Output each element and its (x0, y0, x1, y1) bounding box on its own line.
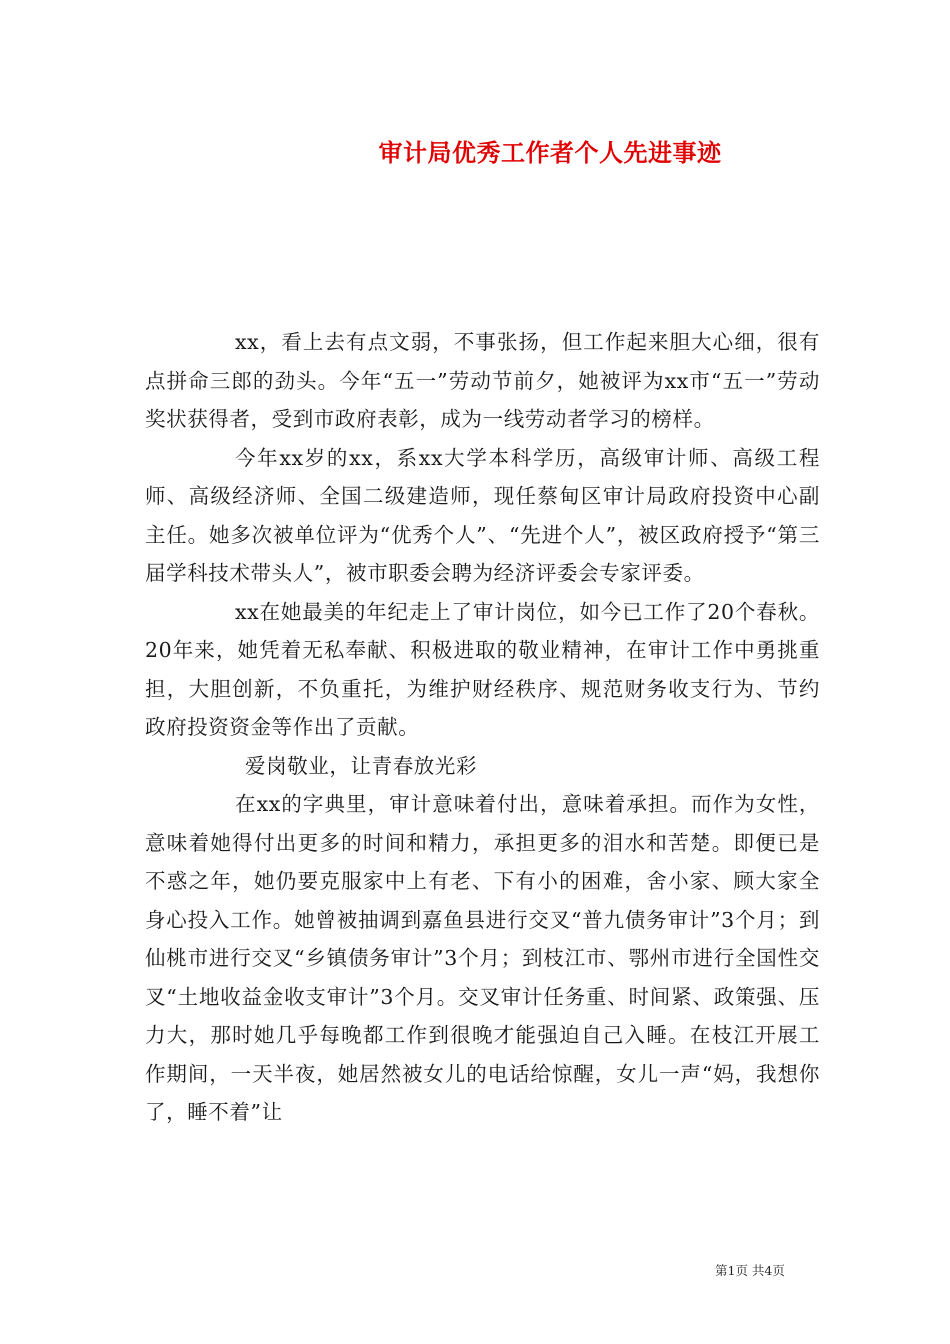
page-number-footer: 第1页 共4页 (715, 1263, 785, 1278)
document-title: 审计局优秀工作者个人先进事迹 (378, 138, 722, 167)
section-heading: 爱岗敬业，让青春放光彩 (245, 753, 478, 778)
paragraph-career: xx在她最美的年纪走上了审计岗位，如今已工作了20个春秋。20年来，她凭着无私奉献、积极进取的敬业精神，在审计工作中勇挑重担，大胆创新，不负重托，为维护财经秩序、规范财务收支行为、节约政府投资资金等作出了贡献。 (145, 599, 820, 739)
paragraph-intro: xx，看上去有点文弱，不事张扬，但工作起来胆大心细，很有点拼命三郎的劲头。今年“五一”劳动节前夕，她被评为xx市“五一”劳动奖状获得者，受到市政府表彰，成为一线劳动者学习的榜样。 (145, 330, 820, 431)
document-body (145, 323, 820, 1132)
paragraph-profile: 今年xx岁的xx，系xx大学本科学历，高级审计师、高级工程师、高级经济师、全国二级建造师，现任蔡甸区审计局政府投资中心副主任。她多次被单位评为“优秀个人”、“先进个人”，被区政府授予“第三届学科技术带头人”，被市职委会聘为经济评委会专家评委。 (145, 445, 820, 585)
paragraph-dedication: 在xx的字典里，审计意味着付出，意味着承担。而作为女性，意味着她得付出更多的时间和精力，承担更多的泪水和苦楚。即便已是不惑之年，她仍要克服家中上有老、下有小的困难，舍小家、顾大家全身心投入工作。她曾被抽调到嘉鱼县进行交叉“普九债务审计”3个月；到仙桃市进行交叉“乡镇债务审计”3个月；到枝江市、鄂州市进行全国性交叉“土地收益金收支审计”3个月。交叉审计任务重、时间紧、政策强、压力大，那时她几乎每晚都工作到很晚才能强迫自己入睡。在枝江开展工作期间，一天半夜，她居然被女儿的电话给惊醒，女儿一声“妈，我想你了，睡不着”让 (145, 792, 820, 1124)
